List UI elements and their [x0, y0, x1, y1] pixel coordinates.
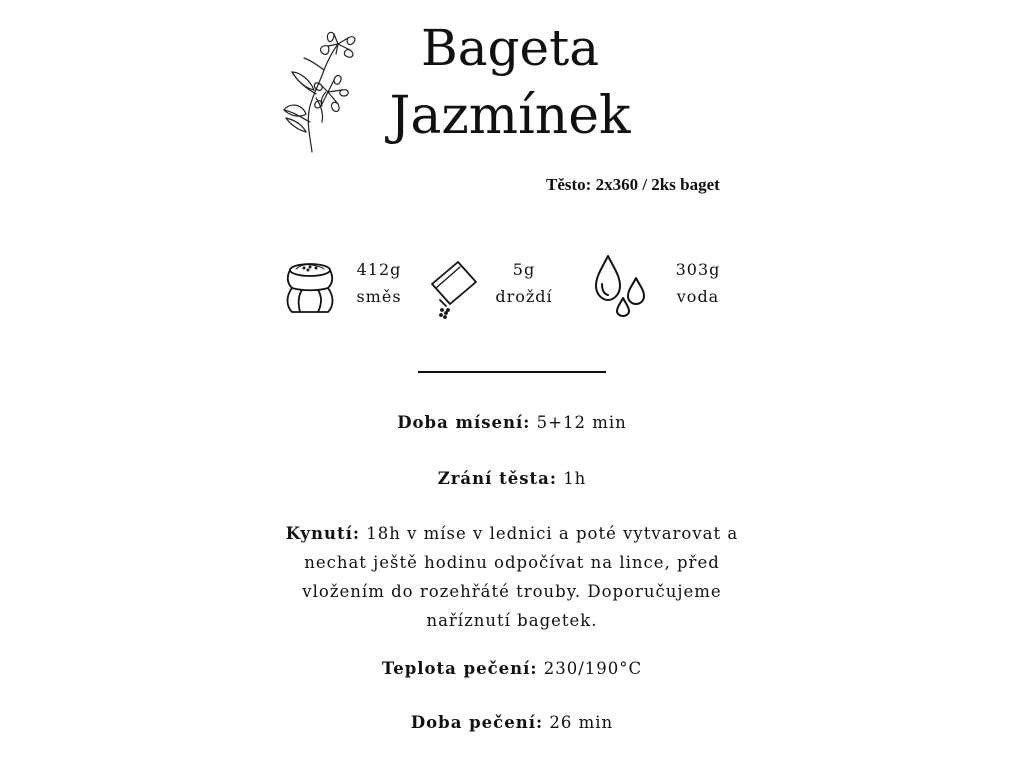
rising-text-line4: naříznutí bagetek. — [426, 611, 598, 630]
water-drops-icon — [592, 254, 648, 318]
ingredient-yeast-amount: 5g — [512, 260, 536, 279]
rising-text-line3: vložením do rozehřáté trouby. Doporučujeme — [302, 582, 722, 601]
dough-amount: Těsto: 2x360 / 2ks baget — [546, 175, 720, 194]
ingredient-yeast-name: droždí — [495, 287, 553, 306]
ingredient-yeast — [488, 256, 560, 310]
mixing-time — [212, 408, 812, 437]
rising-text-line1: 18h v míse v lednici a poté vytvarovat a — [366, 524, 739, 543]
baking-time-value: 26 min — [549, 713, 614, 732]
recipe-title-line1: Bageta — [420, 19, 600, 77]
baking-temperature — [212, 654, 812, 683]
rising-instructions — [212, 519, 812, 635]
jasmine-flower-icon — [276, 26, 360, 154]
ingredient-water — [664, 256, 732, 310]
rising-text-line2: nechat ještě hodinu odpočívat na lince, před — [304, 553, 720, 572]
rising-label: Kynutí: — [285, 524, 360, 543]
baking-temperature-label: Teplota pečení: — [381, 659, 538, 678]
ingredient-flour — [346, 256, 412, 310]
section-divider — [418, 371, 606, 373]
baking-time-label: Doba pečení: — [410, 713, 544, 732]
ripening-time-label: Zrání těsta: — [437, 469, 557, 488]
baking-temperature-value: 230/190°C — [543, 659, 643, 678]
mixing-time-label: Doba mísení: — [397, 413, 531, 432]
ingredient-water-amount: 303g — [675, 260, 721, 279]
ingredient-water-name: voda — [676, 287, 720, 306]
flour-sack-icon — [282, 258, 338, 316]
baking-time — [212, 708, 812, 737]
mixing-time-value: 5+12 min — [536, 413, 627, 432]
ingredient-flour-name: směs — [356, 287, 402, 306]
ripening-time-value: 1h — [563, 469, 587, 488]
recipe-title-line2: Jazmínek — [389, 86, 631, 146]
ripening-time — [212, 464, 812, 493]
ingredient-flour-amount: 412g — [356, 260, 402, 279]
yeast-packet-icon — [428, 258, 482, 320]
